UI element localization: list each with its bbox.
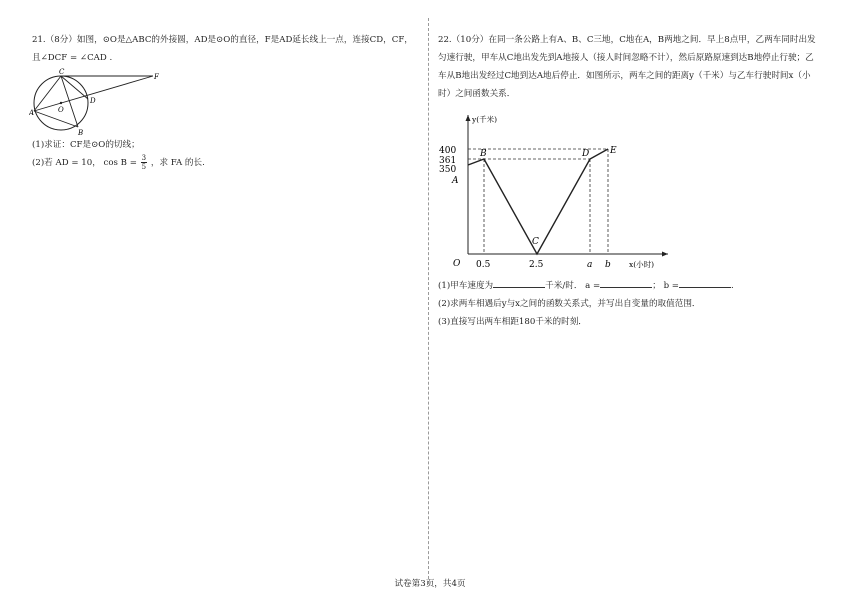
- x-tick-25: 2.5: [529, 260, 544, 270]
- q22-part1-d: ；: [652, 281, 661, 291]
- q22-part3: (3)直接写出两车相距180千米的时刻．: [438, 317, 587, 327]
- question-21: [32, 31, 412, 67]
- column-divider: [428, 18, 429, 584]
- q22-part1-f: .: [731, 281, 734, 291]
- q21-text-line2: 且∠DCF = ∠CAD .: [32, 53, 113, 63]
- q22-parts: [438, 277, 833, 331]
- y-tick-400: 400: [439, 146, 457, 156]
- q21-part1: (1)求证：CF是⊙O的切线；: [32, 140, 140, 150]
- question-22: [438, 31, 833, 103]
- x-axis-arrow-icon: [662, 252, 668, 257]
- answer-blank-a[interactable]: [600, 278, 652, 288]
- y-axis-label: y(千米): [472, 115, 498, 124]
- q22-part1-a: (1)甲车速度为: [438, 281, 494, 291]
- x-tick-a: a: [587, 260, 593, 270]
- q22-text-line2: 匀速行驶，甲车从C地出发先到A地接人（接人时间忽略不计），然后原路原速到达B地停止行驶；乙: [438, 53, 814, 63]
- q22-text-line3: 车从B地出发经过C地到达A地后停止．如图所示，两车之间的距离y（千米）与乙车行驶时间x（小: [438, 71, 811, 81]
- x-axis-label: x(小时): [629, 260, 655, 269]
- answer-blank-speed[interactable]: [493, 278, 545, 288]
- point-c-label: C: [532, 237, 539, 247]
- label-c: C: [59, 68, 65, 76]
- q21-text-line1: 21.（8分）如图，⊙O是△ABC的外接圆，AD是⊙O的直径，F是AD延长线上一点，连接CD，CF，: [32, 35, 413, 45]
- y-tick-361: 361: [439, 156, 457, 166]
- fraction: [141, 154, 147, 171]
- q22-part2: (2)求两车相遇后y与x之间的函数关系式，并写出自变量的取值范围．: [438, 299, 701, 309]
- fraction-numerator: 3: [141, 154, 147, 162]
- label-a: A: [29, 109, 35, 117]
- label-o: O: [58, 106, 64, 114]
- distance-time-graph: [436, 109, 676, 274]
- label-b: B: [78, 129, 84, 137]
- label-d: D: [90, 97, 96, 105]
- point-a-label: A: [452, 176, 459, 186]
- x-tick-05: 0.5: [476, 260, 491, 270]
- y-tick-350: 350: [439, 165, 457, 175]
- q22-part1-e: b =: [663, 281, 680, 291]
- origin-label: O: [453, 259, 461, 269]
- q22-text-line4: 时）之间函数关系．: [438, 89, 516, 99]
- fraction-denominator: 5: [141, 163, 147, 171]
- label-f: F: [154, 73, 159, 81]
- point-e-label: E: [610, 146, 617, 156]
- page-footer: 试卷第3页，共4页: [394, 579, 466, 589]
- y-axis-arrow-icon: [466, 115, 471, 121]
- circle-figure: [29, 68, 169, 138]
- x-tick-b: b: [605, 260, 611, 270]
- q21-part2-suffix: ，求 FA 的长.: [150, 158, 205, 168]
- q22-part1-b: 千米/时．: [545, 281, 583, 291]
- point-d-label: D: [582, 149, 590, 159]
- q22-part1: [438, 277, 833, 295]
- q22-text-line1: 22.（10分）在同一条公路上有A、B、C三地，C地在A，B两地之间．早上8点甲，乙两车同时出发: [438, 35, 816, 45]
- q21-part2: [32, 154, 412, 172]
- answer-blank-b[interactable]: [679, 278, 731, 288]
- q22-part1-c: a =: [585, 281, 601, 291]
- q21-part2-prefix: (2)若 AD = 10， cos B =: [32, 158, 137, 168]
- point-b-label: B: [480, 149, 487, 159]
- q21-parts: [32, 136, 412, 172]
